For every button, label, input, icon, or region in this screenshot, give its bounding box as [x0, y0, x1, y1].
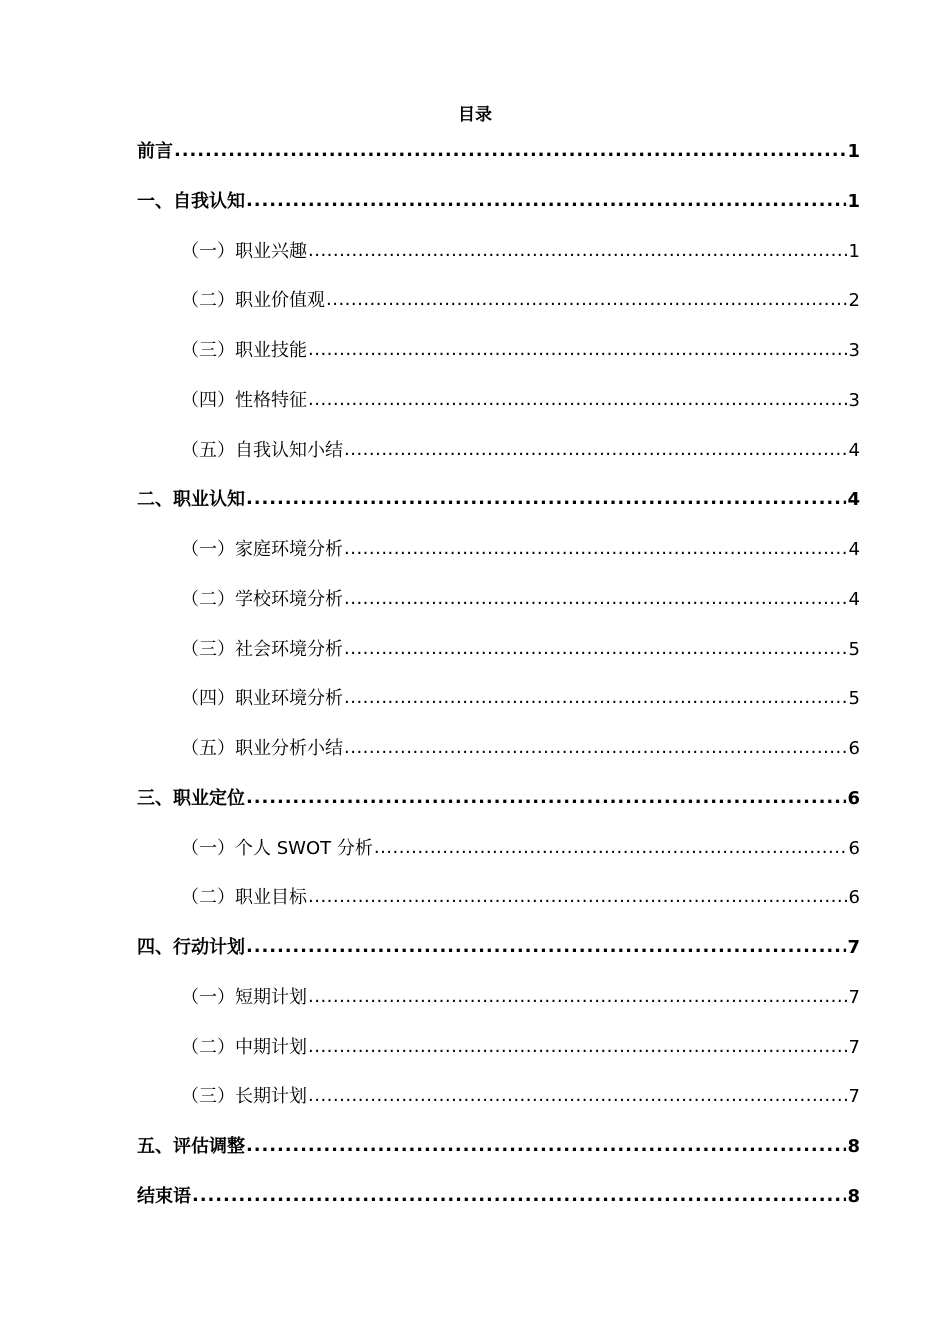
toc-entry-preface[interactable]: [137, 137, 860, 187]
toc-entry-label: 前言: [137, 141, 173, 162]
toc-dot-leader: [344, 534, 848, 564]
toc-entry-label: （四）性格特征: [181, 389, 307, 411]
toc-subentry-social-environment[interactable]: [137, 635, 860, 685]
toc-entry-label: （二）职业价值观: [181, 290, 325, 312]
toc-subentry-school-environment[interactable]: [137, 585, 860, 635]
toc-dot-leader: [308, 1032, 848, 1062]
toc-subentry-career-goals[interactable]: [137, 883, 860, 933]
toc-subentry-career-interest[interactable]: [137, 237, 860, 287]
table-of-contents: [137, 137, 860, 1232]
toc-dot-leader: [246, 186, 846, 216]
toc-page-number: 2: [848, 290, 860, 312]
toc-dot-leader: [246, 783, 846, 813]
toc-dot-leader: [308, 335, 848, 365]
toc-entry-label: （三）社会环境分析: [181, 638, 343, 660]
toc-page-number: 1: [848, 240, 860, 262]
toc-entry-action-plan[interactable]: [137, 933, 860, 983]
toc-subentry-swot-analysis[interactable]: [137, 834, 860, 884]
toc-dot-leader: [344, 733, 848, 763]
toc-subentry-personality[interactable]: [137, 386, 860, 436]
toc-dot-leader: [246, 484, 846, 514]
toc-dot-leader: [326, 285, 848, 315]
toc-entry-label: 三、职业定位: [137, 787, 245, 809]
toc-dot-leader: [374, 833, 848, 863]
toc-subentry-long-term-plan[interactable]: [137, 1082, 860, 1132]
toc-entry-label: 四、行动计划: [137, 937, 245, 958]
toc-page-number: 6: [847, 787, 860, 809]
toc-dot-leader: [344, 683, 848, 713]
toc-entry-evaluation[interactable]: [137, 1132, 860, 1182]
toc-entry-label: （五）职业分析小结: [181, 738, 343, 759]
toc-subentry-self-summary[interactable]: [137, 436, 860, 486]
toc-page-number: 6: [848, 887, 860, 909]
toc-page-number: 3: [848, 340, 860, 361]
toc-page-number: 7: [847, 937, 860, 958]
toc-entry-self-cognition[interactable]: [137, 187, 860, 237]
toc-dot-leader: [344, 435, 848, 465]
toc-entry-label: （五）自我认知小结: [181, 439, 343, 461]
toc-dot-leader: [344, 634, 848, 664]
toc-entry-label: （一）个人 SWOT 分析: [181, 837, 373, 859]
toc-dot-leader: [308, 1081, 848, 1111]
toc-page-number: 7: [848, 1086, 860, 1108]
toc-title: 目录: [458, 105, 492, 125]
toc-subentry-career-summary[interactable]: [137, 734, 860, 784]
toc-page-number: 5: [848, 638, 860, 660]
toc-page-number: 4: [848, 439, 860, 461]
toc-dot-leader: [192, 1181, 846, 1211]
toc-dot-leader: [308, 982, 848, 1012]
toc-subentry-short-term-plan[interactable]: [137, 983, 860, 1033]
toc-entry-label: （三）职业技能: [181, 340, 307, 361]
toc-page-number: 8: [847, 1185, 860, 1207]
toc-entry-label: （一）短期计划: [181, 986, 307, 1008]
toc-page-number: 1: [847, 190, 860, 212]
toc-entry-career-positioning[interactable]: [137, 784, 860, 834]
toc-page-number: 1: [847, 141, 860, 162]
toc-entry-label: 五、评估调整: [137, 1136, 245, 1157]
toc-dot-leader: [308, 385, 848, 415]
toc-subentry-career-environment[interactable]: [137, 684, 860, 734]
toc-entry-label: （四）职业环境分析: [181, 688, 343, 710]
toc-page-number: 5: [848, 688, 860, 710]
toc-subentry-career-skills[interactable]: [137, 336, 860, 386]
toc-entry-label: 二、职业认知: [137, 489, 245, 511]
toc-subentry-mid-term-plan[interactable]: [137, 1033, 860, 1083]
toc-entry-label: 结束语: [137, 1185, 191, 1207]
toc-entry-conclusion[interactable]: [137, 1182, 860, 1232]
toc-dot-leader: [174, 136, 846, 166]
toc-page-number: 4: [848, 588, 860, 610]
toc-subentry-family-environment[interactable]: [137, 535, 860, 585]
toc-subentry-career-values[interactable]: [137, 286, 860, 336]
toc-page-number: 4: [848, 539, 860, 560]
toc-page-number: 8: [847, 1136, 860, 1157]
toc-entry-label: （二）职业目标: [181, 887, 307, 909]
toc-entry-label: （一）职业兴趣: [181, 240, 307, 262]
toc-page-number: 7: [848, 1036, 860, 1058]
toc-dot-leader: [344, 584, 848, 614]
toc-entry-label: （二）中期计划: [181, 1036, 307, 1058]
toc-page-number: 6: [848, 738, 860, 759]
toc-entry-label: 一、自我认知: [137, 190, 245, 212]
toc-entry-label: （二）学校环境分析: [181, 588, 343, 610]
toc-dot-leader: [308, 236, 848, 266]
toc-page-number: 7: [848, 986, 860, 1008]
toc-dot-leader: [308, 882, 848, 912]
toc-entry-career-cognition[interactable]: [137, 485, 860, 535]
toc-dot-leader: [246, 932, 846, 962]
toc-page-number: 4: [847, 489, 860, 511]
toc-dot-leader: [246, 1131, 846, 1161]
toc-page-number: 6: [848, 837, 860, 859]
toc-entry-label: （三）长期计划: [181, 1086, 307, 1108]
toc-page-number: 3: [848, 389, 860, 411]
toc-entry-label: （一）家庭环境分析: [181, 539, 343, 560]
